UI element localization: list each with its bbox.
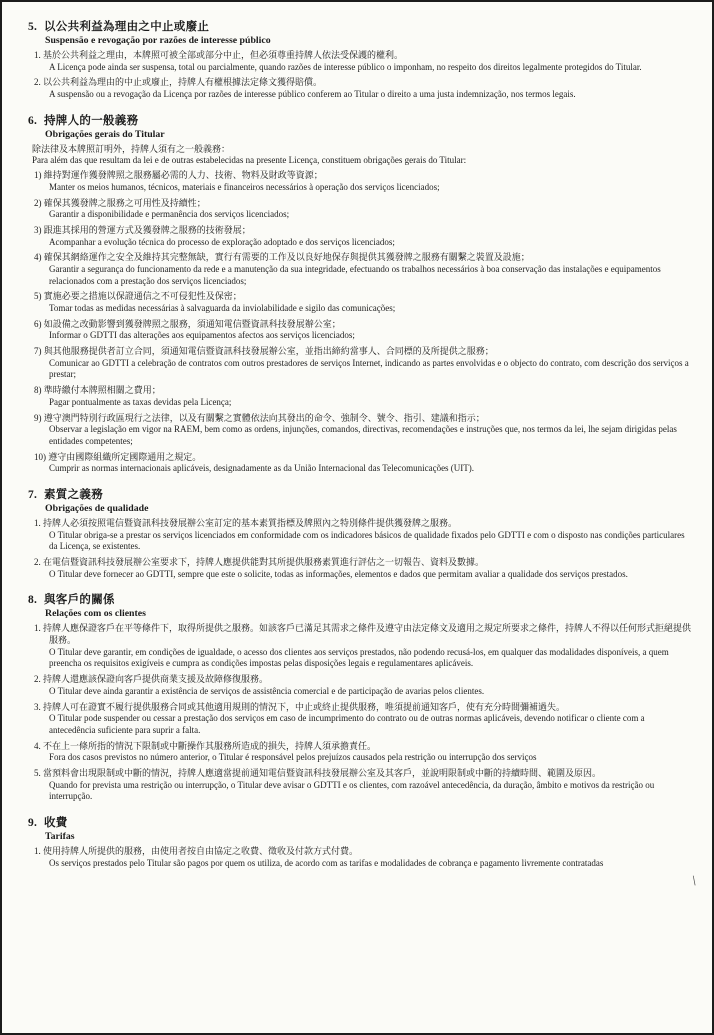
- section-intro-zh: 除法律及本牌照訂明外，持牌人須有之一般義務：: [32, 143, 231, 154]
- section-number: 7.: [28, 488, 38, 501]
- item-text-zh: 6) 如設備之改動影響到獲發牌照之服務，須通知電信暨資訊科技發展辦公室；: [34, 318, 341, 329]
- item-text-pt: Garantir a disponibilidade e permanência dos serviços licenciados;: [49, 209, 290, 220]
- section-items: [28, 846, 692, 869]
- item-text-zh: 1. 持牌人應保證客戶在平等條件下，取得所提供之服務。如該客戶已滿足其需求之條件及遵守由法定條文及適用之規定所要求之條件，持牌人不得以任何形式拒絕提供服務。: [34, 623, 692, 646]
- item-text-pt: A suspensão ou a revogação da Licença por razões de interesse público conferem ao Titular o direito a uma justa indemnização, nos termos legais.: [49, 89, 576, 100]
- section-title-pt: Obrigações gerais do Titular: [45, 128, 165, 140]
- item-text-pt: Acompanhar a evolução técnica do processo de exploração adoptado e dos serviços licenciados;: [49, 236, 395, 247]
- section-items: [28, 623, 692, 803]
- item-text-pt: Cumprir as normas internacionais aplicáveis, designadamente as da União Internacional das Telecomunicações (UIT).: [49, 463, 475, 474]
- section-heading: [28, 112, 692, 128]
- list-item: [34, 170, 692, 193]
- item-text-pt: Comunicar ao GDTTI a celebração de contratos com outros prestadores de serviços Internet, indicando as partes envolvidas e o objecto do contrato, com descrição dos serviços a prestar;: [49, 357, 689, 380]
- list-item: [34, 291, 692, 314]
- item-text-zh: 3) 跟進其採用的營運方式及獲發牌之服務的技術發展；: [34, 224, 251, 235]
- list-item: [34, 768, 692, 803]
- list-item: [34, 846, 692, 869]
- section-title-zh: 收費: [44, 817, 68, 829]
- item-text-pt: Fora dos casos previstos no número anterior, o Titular é responsável pelos prejuízos causados pela restrição ou interrupção dos serviços: [49, 752, 537, 763]
- section-heading: [28, 486, 692, 502]
- section-9: [28, 814, 692, 869]
- section-6: [28, 112, 692, 475]
- section-title-pt: Tarifas: [45, 831, 75, 842]
- section-intro-pt: Para além das que resultam da lei e de outras estabelecidas na presente Licença, constituem obrigações gerais do Titular:: [32, 155, 467, 166]
- section-intro: [32, 144, 692, 167]
- item-text-pt: Informar o GDTTI das alterações aos equipamentos afectos aos serviços licenciados;: [49, 330, 355, 341]
- section-number: 5.: [28, 21, 38, 33]
- section-5: [28, 18, 692, 101]
- section-title-pt: Relações com os clientes: [45, 608, 146, 620]
- section-heading: [28, 814, 692, 830]
- item-text-pt: O Titular pode suspender ou cessar a prestação dos serviços em caso de incumprimento do contrato ou de outras normas aplicáveis, devendo notificar o cliente com a antecedência suficiente para suprir a falta.: [49, 713, 645, 735]
- list-item: [34, 518, 692, 553]
- section-heading: [28, 591, 692, 607]
- section-number: 8.: [28, 594, 38, 607]
- section-items: [28, 518, 692, 580]
- section-title-zh: 持牌人的一般義務: [44, 114, 139, 127]
- list-item: [34, 702, 692, 737]
- section-title-pt: Obrigações de qualidade: [45, 502, 149, 514]
- list-item: [34, 413, 692, 448]
- list-item: [34, 252, 692, 287]
- list-item: [34, 198, 692, 221]
- list-item: [34, 385, 692, 408]
- item-text-zh: 5) 實施必要之措施以保證通信之不可侵犯性及保密；: [34, 291, 242, 302]
- item-text-pt: Quando for prevista uma restrição ou interrupção, o Titular deve avisar o GDTTI e os clientes, com razoável antecedência, da duração, âmbito e motivos da restrição ou interrupção.: [49, 779, 655, 802]
- item-text-zh: 2. 以公共利益為理由的中止或廢止，持牌人有權根據法定條文獲得賠償。: [34, 77, 323, 88]
- item-text-zh: 1. 使用持牌人所提供的服務，由使用者按自由協定之收費、徵收及付款方式付費。: [34, 846, 359, 856]
- list-item: [34, 346, 692, 381]
- item-text-pt: O Titular deve fornecer ao GDTTI, sempre que este o solicite, todas as informações, elementos e dados que permitam avaliar a qualidade dos serviços prestados.: [49, 568, 628, 579]
- item-text-pt: O Titular obriga-se a prestar os serviços licenciados em conformidade com os indicadores básicos de qualidade fixados pelo GDTTI e com o disposto nas condições particulares da Licença, se existentes.: [49, 529, 685, 552]
- item-text-pt: Os serviços prestados pelo Titular são pagos por quem os utiliza, de acordo com as tarifas e modalidades de cobrança e pagamento livremente contratadas: [49, 857, 604, 868]
- item-text-pt: Garantir a segurança do funcionamento da rede e a manutenção da sua integridade, efectuando os trabalhos necessários à boa conservação das instalações e equipamentos relacionados com a prestação dos serviços licenciados;: [49, 263, 661, 286]
- section-items: [28, 50, 692, 101]
- section-number: 9.: [28, 817, 38, 829]
- item-text-zh: 3. 持牌人可在證實不履行提供服務合同或其他適用規則的情況下，中止或終止提供服務，唯須提前通知客戶，使有充分時間彌補過失。: [34, 701, 566, 712]
- item-text-zh: 1. 持牌人必須按照電信暨資訊科技發展辦公室訂定的基本素質指標及牌照內之特別條件提供獲發牌之服務。: [34, 517, 458, 528]
- item-text-zh: 2) 確保其獲發牌之服務之可用性及持續性；: [34, 197, 206, 208]
- item-text-pt: Observar a legislação em vigor na RAEM, bem como as ordens, injunções, comandos, directivas, recomendações e instruções que, nos termos da lei, lhe sejam dirigidas pelas entidades competentes;: [49, 424, 677, 446]
- section-heading: [28, 18, 692, 34]
- section-title-zh: 以公共利益為理由之中止或廢止: [44, 21, 210, 33]
- item-text-zh: 8) 準時繳付本牌照相關之費用；: [34, 385, 161, 396]
- item-text-zh: 2. 在電信暨資訊科技發展辦公室要求下，持牌人應提供能對其所提供服務素質進行評估之一切報告、資料及數據。: [34, 557, 485, 567]
- list-item: [34, 674, 692, 697]
- item-text-pt: Tomar todas as medidas necessárias à salvaguarda da inviolabilidade e sigilo das comunicações;: [49, 303, 396, 313]
- section-title-zh: 素質之義務: [44, 488, 103, 501]
- item-text-pt: Pagar pontualmente as taxas devidas pela Licença;: [49, 396, 232, 407]
- item-text-pt: A Licença pode ainda ser suspensa, total ou parcialmente, quando razões de interesse público o imponham, no respeito dos direitos legalmente protegidos do Titular.: [49, 61, 642, 72]
- item-text-pt: O Titular deve garantir, em condições de igualdade, o acesso dos clientes aos serviços prestados, não podendo recusá-los, em qualquer das modalidades disponíveis, a quem preencha os requisitos exigíveis e cumpra as condições impostas pelas disposições legais e regulamentares aplicáveis.: [49, 646, 669, 669]
- list-item: [34, 50, 692, 73]
- item-text-zh: 5. 當預料會出現限制或中斷的情況，持牌人應適當提前通知電信暨資訊科技發展辦公室及其客戶，並說明限制或中斷的持續時間、範圍及原因。: [34, 767, 602, 778]
- section-title-zh: 與客戶的關係: [44, 594, 115, 607]
- section-items: [28, 170, 692, 475]
- list-item: [34, 225, 692, 248]
- list-item: [34, 557, 692, 580]
- section-7: [28, 486, 692, 580]
- item-text-zh: 1) 維持對運作獲發牌照之服務屬必需的人力、技術、物料及財政等資源；: [34, 170, 323, 181]
- item-text-zh: 4) 確保其網絡運作之安全及維持其完整無缺，實行有需要的工作及以良好地保存與提供其獲發牌之服務有關繫之裝置及設施；: [34, 252, 530, 263]
- item-text-pt: Manter os meios humanos, técnicos, materiais e financeiros necessários à operação dos serviços licenciados;: [49, 181, 440, 192]
- item-text-zh: 10) 遵守由國際組織所定國際通用之規定。: [34, 451, 202, 462]
- item-text-zh: 7) 與其他服務提供者訂立合同，須通知電信暨資訊科技發展辦公室，並指出締約當事人、合同標的及所提供之服務；: [34, 346, 494, 357]
- item-text-pt: O Titular deve ainda garantir a existência de serviços de assistência comercial e de participação de avarias pelos clientes.: [49, 685, 485, 696]
- item-text-zh: 4. 不在上一條所指的情況下限制或中斷操作其服務所造成的損失，持牌人須承擔責任。: [34, 740, 377, 751]
- section-title-pt: Suspensão e revogação por razões de interesse público: [45, 35, 271, 46]
- section-8: [28, 591, 692, 803]
- item-text-zh: 2. 持牌人還應該保證向客戶提供商業支援及故障修復服務。: [34, 674, 269, 685]
- list-item: [34, 77, 692, 100]
- list-item: [34, 319, 692, 342]
- stray-pen-mark: \: [691, 873, 698, 890]
- item-text-zh: 9) 遵守澳門特別行政區現行之法律，以及有關繫之實體依法向其發出的命令、強制令、號令、指引、建議和指示；: [34, 412, 485, 423]
- section-number: 6.: [28, 114, 38, 127]
- list-item: [34, 623, 692, 670]
- document-content: [28, 18, 692, 869]
- list-item: [34, 741, 692, 764]
- list-item: [34, 452, 692, 475]
- item-text-zh: 1. 基於公共利益之理由，本牌照可被全部或部分中止，但必須尊重持牌人依法受保護的權利。: [34, 50, 404, 60]
